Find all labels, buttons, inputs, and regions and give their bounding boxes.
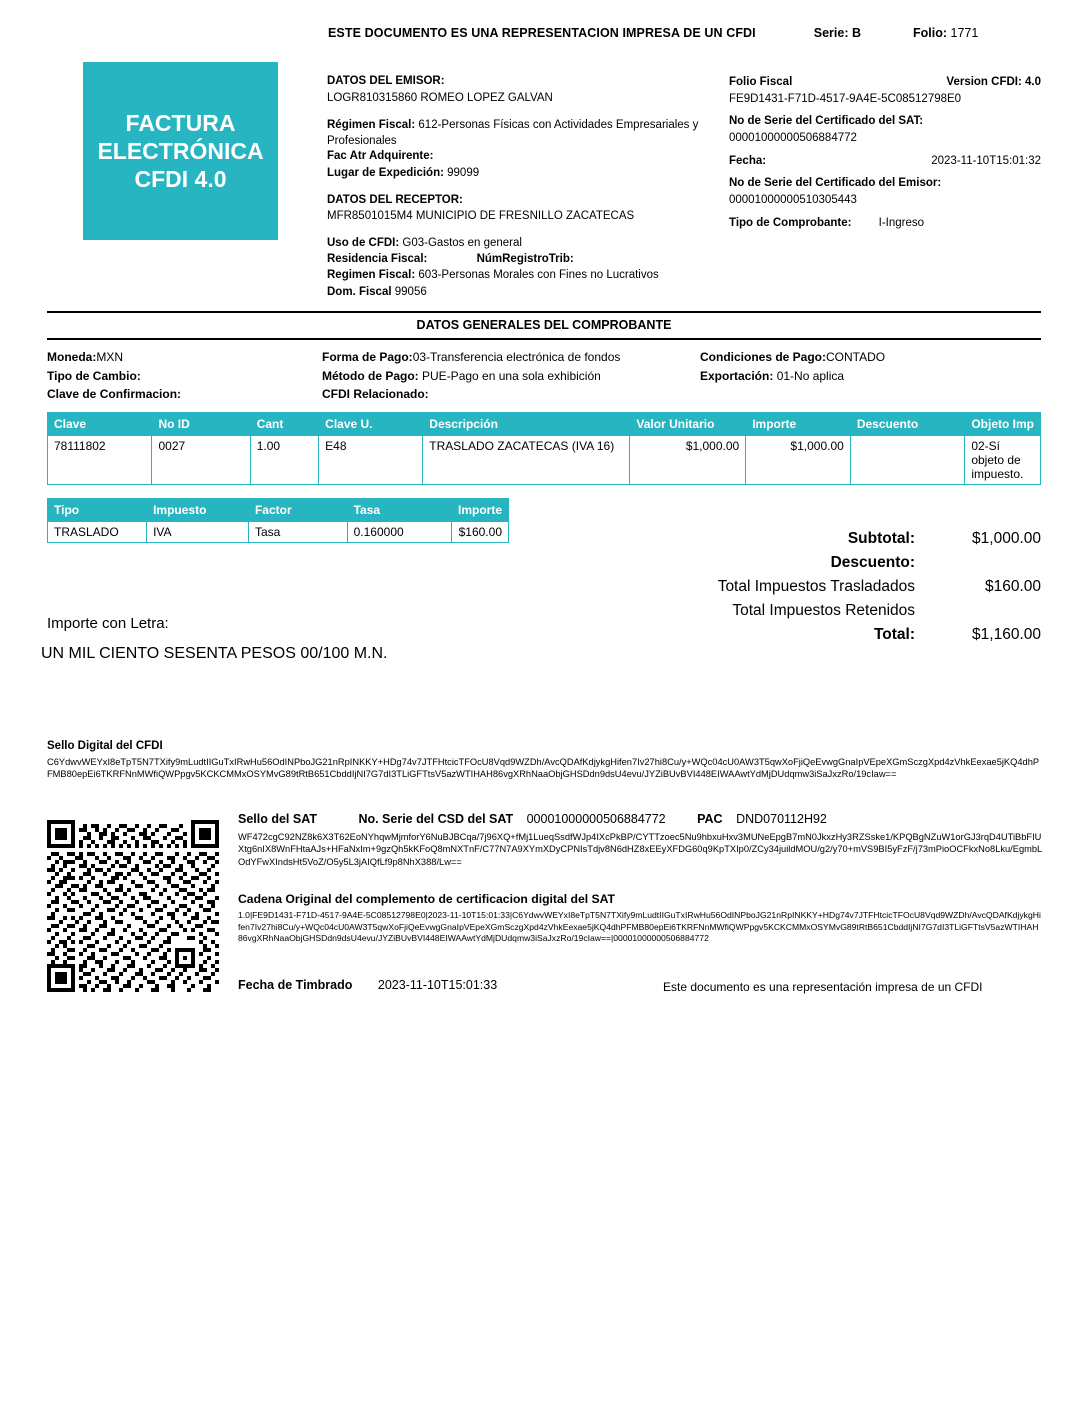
receptor-uso-value: G03-Gastos en general [402, 237, 522, 250]
fecha-label: Fecha: [729, 154, 767, 167]
emisor-receptor-block [327, 74, 717, 301]
receptor-regimen-row [327, 268, 717, 284]
folio-block [913, 26, 978, 40]
emisor-regimen-value: 612-Personas Físicas con Actividades Empresariales y Profesionales [327, 119, 699, 147]
conceptos-table [47, 412, 1041, 485]
importe-letra-value: UN MIL CIENTO SESENTA PESOS 00/100 M.N. [41, 645, 388, 662]
descuento-value [931, 551, 1041, 575]
col-valor-unitario: Valor Unitario [630, 413, 746, 436]
receptor-residencia-label: Residencia Fiscal: [327, 252, 428, 265]
cell-importe-impuesto: $160.00 [451, 522, 508, 543]
table-row [48, 522, 509, 543]
metodo-pago-label: Método de Pago: [322, 368, 419, 383]
fecha-timbrado-row [238, 978, 497, 992]
datos-generales-block [47, 348, 1041, 404]
condiciones-pago-row [700, 348, 1040, 367]
tipo-cambio-row [47, 367, 322, 386]
descuento-label: Descuento: [830, 554, 915, 572]
receptor-uso-row [327, 236, 717, 252]
cell-tipo: TRASLADO [48, 522, 147, 543]
receptor-regimen-label: Regimen Fiscal: [327, 269, 416, 282]
fecha-timbrado-label: Fecha de Timbrado [238, 978, 353, 992]
retenidos-value [931, 599, 1041, 623]
col-descripcion: Descripción [423, 413, 630, 436]
cell-clave-u: E48 [319, 436, 423, 485]
cadena-original-title: Cadena Original del complemento de certificacion digital del SAT [238, 892, 615, 906]
forma-pago-row [322, 348, 700, 367]
descuento-row [600, 551, 1041, 575]
col-importe-impuesto: Importe [451, 499, 508, 522]
version-cfdi-label: Version CFDI: 4.0 [946, 76, 1041, 88]
divider-top [47, 311, 1041, 313]
sello-sat-label: Sello del SAT [238, 812, 317, 826]
emisor-fac-atr-row [327, 149, 717, 165]
qr-code-svg [47, 820, 219, 992]
tipo-comprobante-label: Tipo de Comprobante: [729, 216, 852, 229]
serie-csd-sat-label: No. Serie del CSD del SAT [358, 812, 514, 826]
cell-valor-unitario: $1,000.00 [630, 436, 746, 485]
traslados-row [600, 575, 1041, 599]
logo-line-3: CFDI 4.0 [134, 166, 227, 193]
condiciones-pago-value: CONTADO [826, 350, 886, 364]
totals-block [600, 527, 1041, 647]
emisor-lugar-label: Lugar de Expedición: [327, 166, 444, 179]
receptor-dom-label: Dom. Fiscal [327, 285, 392, 298]
emisor-title: DATOS DEL EMISOR: [327, 75, 445, 87]
total-value: $1,160.00 [972, 626, 1041, 644]
exportacion-value: 01-No aplica [776, 368, 845, 383]
moneda-value: MXN [96, 350, 124, 364]
serie-cert-emisor-label: No de Serie del Certificado del Emisor: [729, 177, 942, 190]
col-impuesto: Impuesto [147, 499, 249, 522]
cfdi-relacionado-row [322, 385, 700, 404]
col-clave: Clave [48, 413, 152, 436]
folio-fiscal-label: Folio Fiscal [729, 76, 793, 88]
total-label: Total: [873, 626, 915, 644]
cell-tasa: 0.160000 [347, 522, 451, 543]
folio-fiscal-row [729, 74, 1041, 91]
serie-cert-sat-value: 00001000000506884772 [729, 132, 857, 145]
footer-note: Este documento es una representación impresa de un CFDI [663, 980, 983, 994]
emisor-rfc-nombre: LOGR810315860 ROMEO LOPEZ GALVAN [327, 91, 553, 104]
tipo-comprobante-row [729, 215, 1041, 232]
receptor-dom-value: 99056 [394, 285, 427, 298]
tipo-cambio-label: Tipo de Cambio: [47, 368, 141, 383]
col-tasa: Tasa [347, 499, 451, 522]
emisor-regimen-row [327, 118, 717, 149]
folio-label: Folio: [913, 26, 948, 40]
forma-pago-label: Forma de Pago: [322, 350, 413, 364]
sello-sat-value: WF472cgC92NZ8k6X3T62EoNYhqwMjmforY6NuBJBCqa/7j96XQ+fMj1LueqSsdfWJp4IXcPkBP/CYTTzoec5Nu9hbxuHxv3MUNeEpgB7mN0JkxzHy3RZSske1/KPQBgNZuW1orGJ3rqD4UTiBbFIUXtg6nIX8WnFHtaAJs+HFaNxIm+9gzQh5kKFoQ8mNXTnF/C77N7A9XYmXDyCPNIsTdjv8N6dHZ8xEEyXFDG60q9KpTXIp0/ZCy34juildMOU/g2/y70+mVS9BI5yFzF/j73mPioOCFkxNo8Lku/EgmbLOdYFwXIndsHt5VoZ/O5y5L3jAIQfLf9p8NhX388/Lw== [238, 832, 1043, 867]
cell-cant: 1.00 [250, 436, 318, 485]
pac-value: DND070112H92 [736, 812, 827, 826]
receptor-regimen-value: 603-Personas Morales con Fines no Lucrativos [418, 269, 659, 282]
col-no-id: No ID [152, 413, 250, 436]
qr-code [47, 820, 219, 992]
fecha-timbrado-value: 2023-11-10T15:01:33 [377, 978, 498, 992]
receptor-numregistrotrib-label: NúmRegistroTrib: [476, 252, 574, 265]
exportacion-label: Exportación: [700, 368, 774, 383]
impuestos-header-row [48, 499, 509, 522]
folio-value: 1771 [950, 26, 979, 40]
col-clave-u: Clave U. [319, 413, 423, 436]
tipo-comprobante-value: I-Ingreso [878, 216, 925, 229]
subtotal-value: $1,000.00 [972, 530, 1041, 547]
cell-descripcion: TRASLADO ZACATECAS (IVA 16) [423, 436, 630, 485]
traslados-value: $160.00 [984, 578, 1041, 596]
exportacion-row [700, 367, 1040, 386]
serie-csd-sat-value: 00001000000506884772 [526, 812, 666, 826]
emisor-fac-atr-label: Fac Atr Adquirente: [327, 150, 434, 163]
fecha-row [729, 153, 1041, 170]
table-row [48, 436, 1041, 485]
col-factor: Factor [248, 499, 347, 522]
folio-fiscal-uuid: FE9D1431-F71D-4517-9A4E-5C08512798E0 [729, 92, 962, 105]
conceptos-header-row [48, 413, 1041, 436]
emisor-regimen-label: Régimen Fiscal: [327, 119, 416, 132]
col-objeto-imp: Objeto Imp [965, 413, 1041, 436]
logo-line-2: ELECTRÓNICA [97, 137, 264, 164]
receptor-residencia-row [327, 252, 717, 268]
col-importe: Importe [746, 413, 851, 436]
cell-no-id: 0027 [152, 436, 250, 485]
traslados-label: Total Impuestos Trasladados [717, 578, 915, 596]
metodo-pago-value: PUE-Pago en una sola exhibición [422, 368, 601, 383]
cell-clave: 78111802 [48, 436, 152, 485]
emisor-lugar-value: 99099 [447, 166, 480, 179]
cadena-original-value: 1.0|FE9D1431-F71D-4517-9A4E-5C08512798E0|2023-11-10T15:01:33|C6YdwvWEYxI8eTpT5N7TXify9mLudtIIGuTxIRwHu56OdINPboJG21nRpINKKY+HDg74v7JTFHtcicTFOcU8Vqd9WZDh/AvcQDAfKdjykgHifen7Iv27hi8Cu/y+WQc04cU0AW3T5qwXoFjiQeEvwgGnaIpVEpeXGmSczgXpd4zVhkEexae5jKQ4dhPFMB80epEi6TKRFNnMWfiQWPpgv5KCKCMMxOSYMvG89tRtB651CbddIjNI7G7dI3TLiGFTtsV5azWTIHAH86vgXRhNaaObjGHSDdn9dsU4evu/JYZiBUvBVI448EIWAAwtYdMjDUdqmw3iSaJxzRo/19cIaw==|00001000000506884772 [238, 910, 1041, 944]
receptor-uso-label: Uso de CFDI: [327, 237, 400, 250]
cell-impuesto: IVA [147, 522, 249, 543]
fiscal-block [729, 74, 1041, 231]
pac-label: PAC [697, 812, 723, 826]
sello-sat-header [238, 812, 1043, 826]
serie-cert-emisor-value: 00001000000510305443 [729, 194, 857, 207]
moneda-label: Moneda: [47, 350, 97, 364]
cell-objeto-imp: 02-Sí objeto de impuesto. [965, 436, 1041, 485]
receptor-title: DATOS DEL RECEPTOR: [327, 194, 463, 207]
document-header [48, 26, 1040, 40]
logo-line-1: FACTURA [125, 109, 236, 136]
retenidos-row [600, 599, 1041, 623]
section-title-datos-generales: DATOS GENERALES DEL COMPROBANTE [416, 318, 672, 332]
receptor-dom-row [327, 285, 717, 301]
emisor-lugar-row [327, 166, 717, 182]
condiciones-pago-label: Condiciones de Pago: [700, 350, 827, 364]
col-cant: Cant [250, 413, 318, 436]
cell-importe: $1,000.00 [746, 436, 851, 485]
metodo-pago-row [322, 367, 700, 386]
retenidos-label: Total Impuestos Retenidos [732, 602, 915, 620]
sello-cfdi-title: Sello Digital del CFDI [47, 740, 163, 752]
subtotal-row [600, 527, 1041, 551]
moneda-row [47, 348, 322, 367]
sello-cfdi-value: C6YdwvWEYxI8eTpT5N7TXify9mLudtIIGuTxIRwHu56OdINPboJG21nRpINKKY+HDg74v7JTFHtcicTFOcU8Vqd9WZDh/AvcQDAfKdjykgHifen7Iv27hi8Cu/y+WQc04cU0AW3T5qwXoFjiQeEvwgGnaIpVEpeXGmSczgXpd4zVhkEexae5jKQ4dhPFMB80epEi6TKRFNnMWfiQWPpgv5KCKCMMxOSYMvG89tRtB651CbddIjNI7G7dI3TLiGFTtsV5azWTIHAH86vgXRhNaaObjGHSDdn9dsU4evu/JYZiBUvBVI448EIWAAwtYdMjDUdqmw3iSaJxzRo/19cIaw== [47, 757, 1040, 780]
representation-notice: ESTE DOCUMENTO ES UNA REPRESENTACION IMPRESA DE UN CFDI [328, 26, 756, 40]
clave-confirmacion-label: Clave de Confirmacion: [47, 387, 182, 402]
col-descuento: Descuento [850, 413, 965, 436]
fecha-value: 2023-11-10T15:01:32 [931, 154, 1041, 167]
serie-label: Serie: B [813, 26, 862, 40]
importe-letra-label: Importe con Letra: [47, 615, 169, 632]
forma-pago-value: 03-Transferencia electrónica de fondos [412, 350, 621, 364]
clave-confirmacion-row [47, 385, 322, 404]
cfdi-relacionado-label: CFDI Relacionado: [322, 387, 429, 402]
divider-bottom [47, 338, 1041, 340]
serie-cert-sat-label: No de Serie del Certificado del SAT: [729, 115, 924, 128]
cell-factor: Tasa [248, 522, 347, 543]
logo-factura-electronica [83, 62, 278, 240]
impuestos-table [47, 498, 509, 543]
cell-descuento [850, 436, 965, 485]
col-tipo: Tipo [48, 499, 147, 522]
total-row [600, 623, 1041, 647]
receptor-rfc-nombre: MFR8501015M4 MUNICIPIO DE FRESNILLO ZACATECAS [327, 209, 635, 222]
subtotal-label: Subtotal: [847, 530, 915, 547]
